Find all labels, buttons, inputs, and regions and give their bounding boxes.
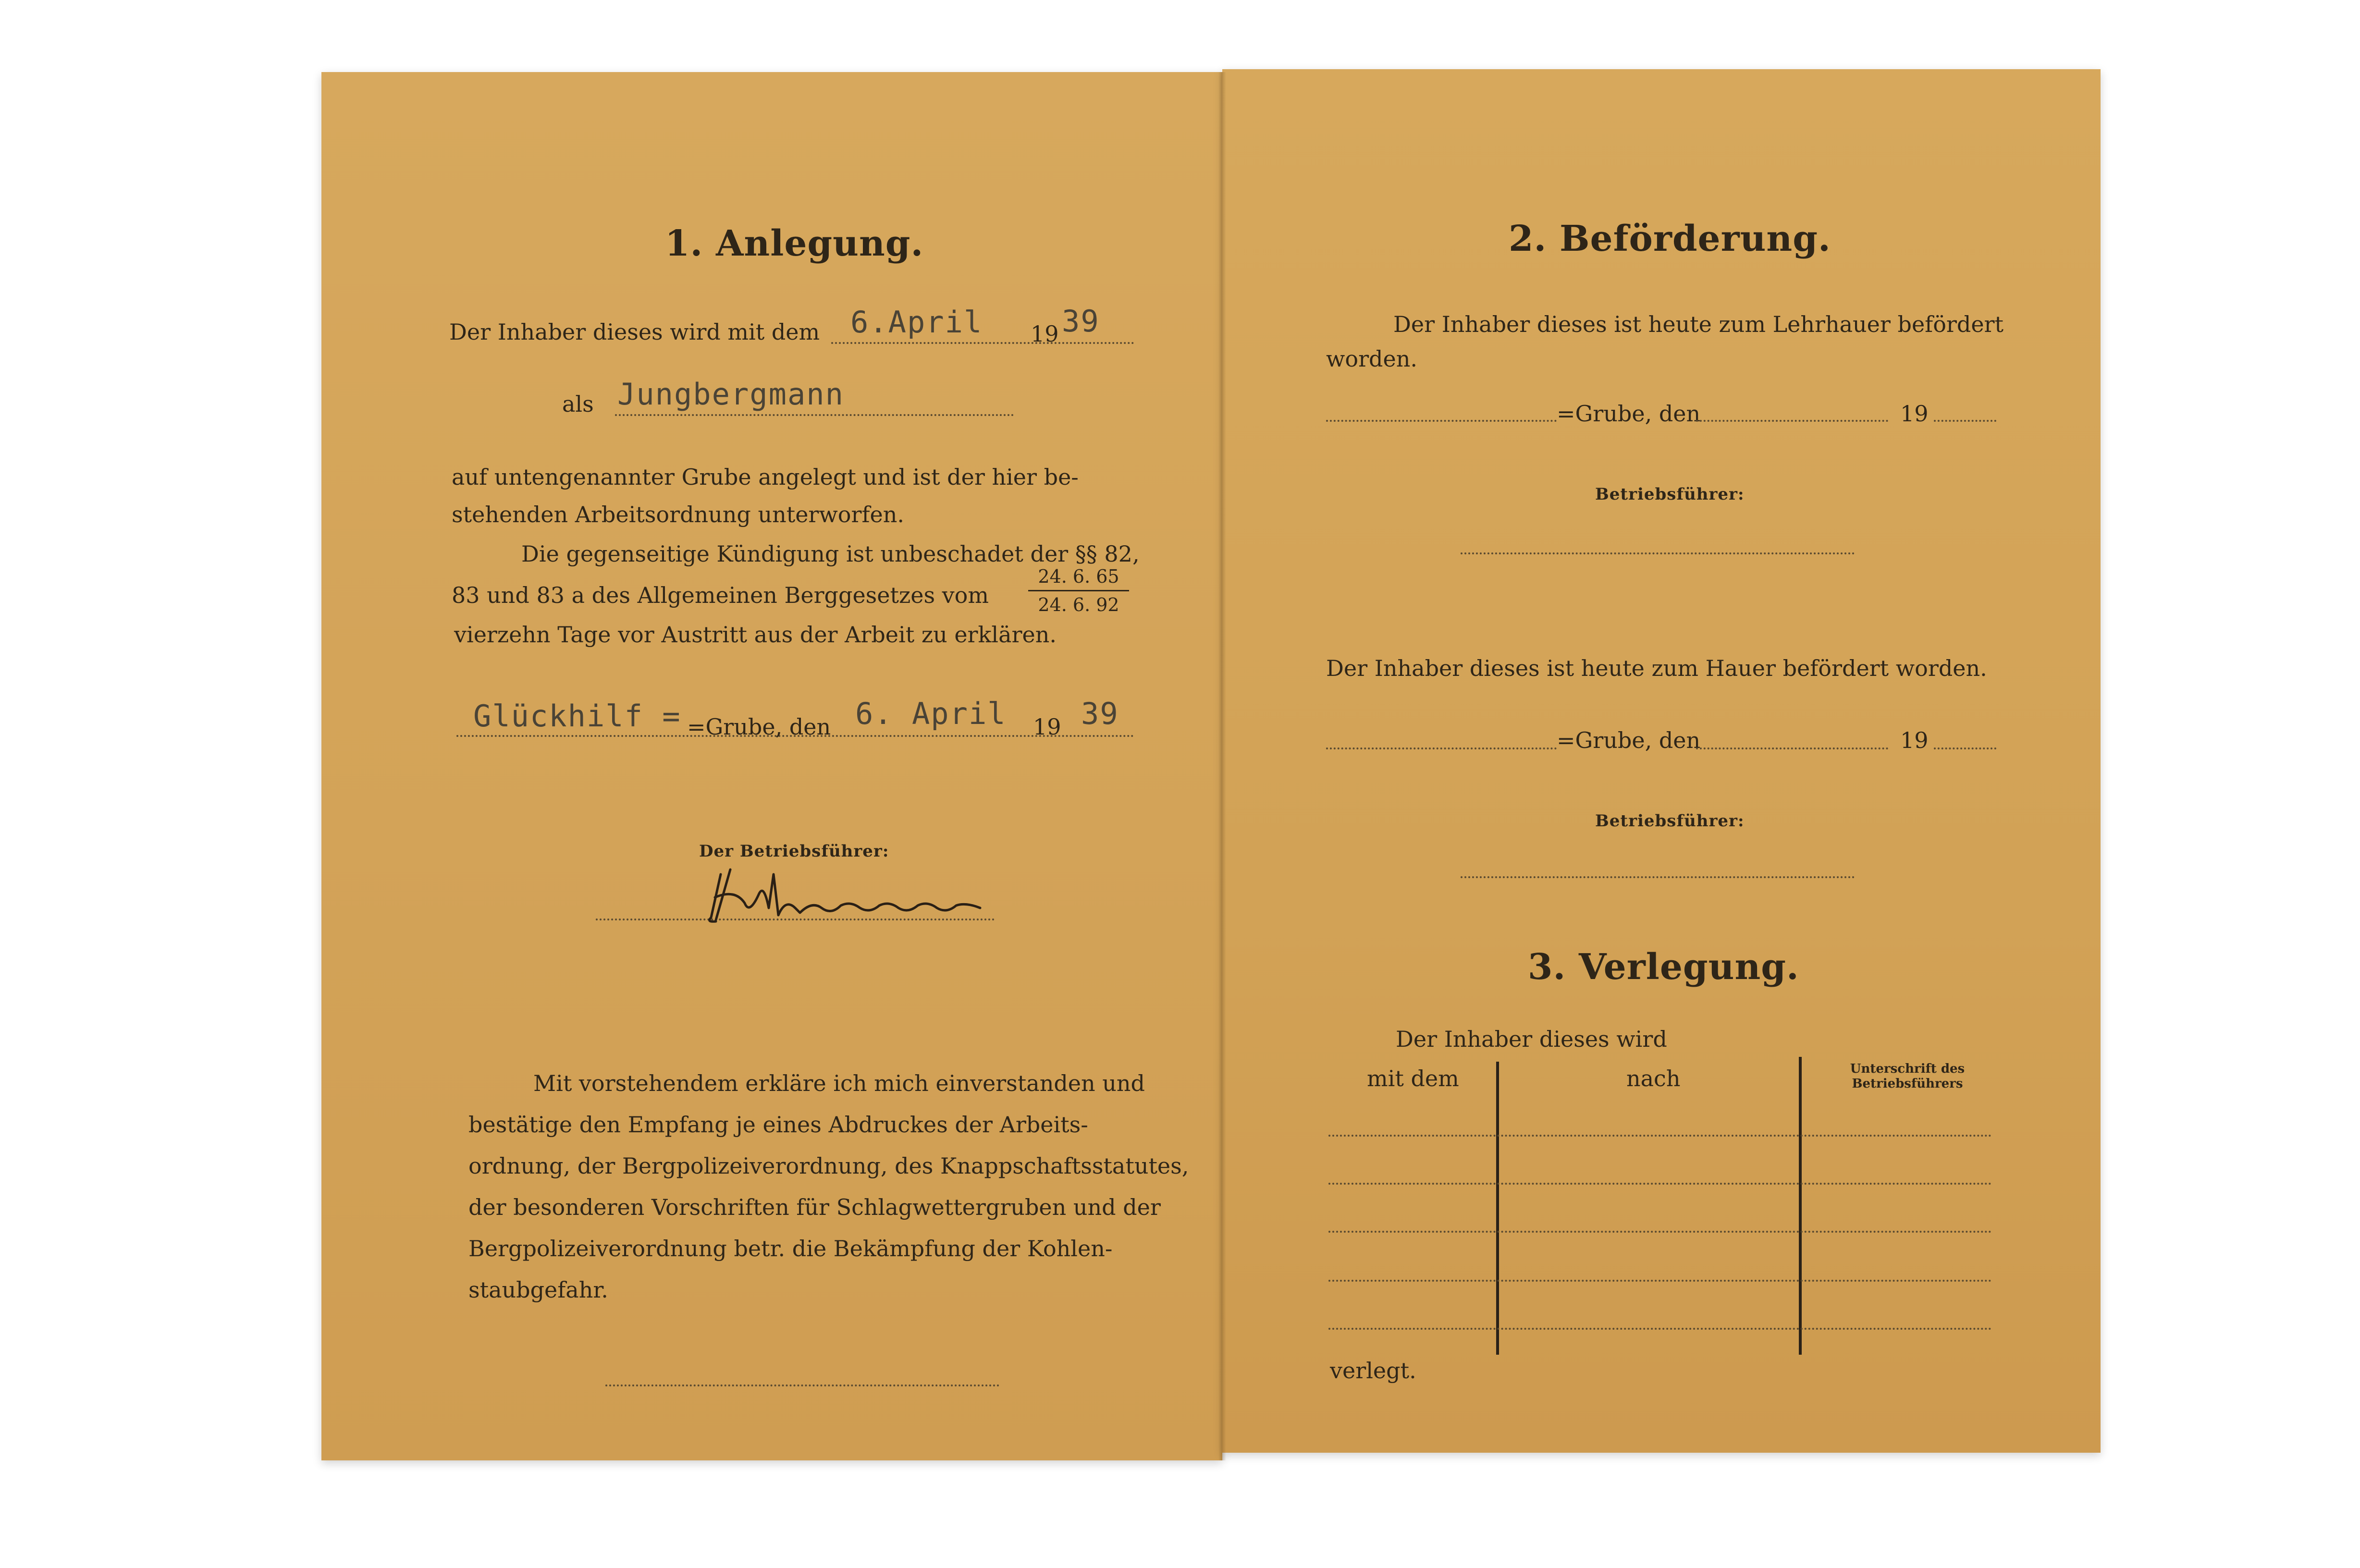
typed-occupation: Jungbergmann	[617, 377, 844, 412]
dotted-line	[1326, 420, 1557, 422]
law-dates-fraction	[1028, 566, 1129, 615]
dotted-line	[831, 342, 1134, 344]
dotted-line	[1696, 420, 1888, 422]
typed-grube-year: 39	[1081, 696, 1119, 731]
frac-top: 24. 6. 65	[1038, 566, 1119, 587]
para3-line1: Mit vorstehendem erkläre ich mich einverstanden und	[533, 1070, 1145, 1096]
heading-verlegung: 3. Verlegung.	[1528, 946, 1799, 988]
als-label: als	[562, 391, 594, 417]
grube1-label: =Grube, den	[1557, 401, 1701, 427]
para3-line6: staubgefahr.	[468, 1277, 608, 1303]
table-divider-1	[1496, 1062, 1499, 1355]
typed-year: 39	[1062, 304, 1100, 339]
para3-line2: bestätige den Empfang je eines Abdruckes der Arbeits-	[468, 1112, 1088, 1138]
year2-prefix: 19	[1900, 727, 1929, 753]
unterschrift-line1: Unterschrift des	[1850, 1062, 1965, 1076]
page-fold	[1218, 72, 1226, 1460]
dotted-line	[1461, 552, 1855, 554]
typed-mine-name: Glückhilf =	[473, 698, 681, 734]
grube-label: =Grube, den	[687, 714, 831, 740]
para2-line1: Die gegenseitige Kündigung ist unbeschadet der §§ 82,	[521, 541, 1140, 567]
column-mit-dem: mit dem	[1367, 1066, 1459, 1091]
betriebsfuehrer2-label: Betriebsführer:	[1595, 811, 1745, 831]
column-unterschrift	[1835, 1062, 1979, 1091]
dotted-line	[1934, 420, 1996, 422]
betriebsfuehrer-label: Der Betriebsführer:	[699, 842, 889, 861]
typed-grube-date: 6. April	[855, 696, 1007, 731]
lehrhauer-line1: Der Inhaber dieses ist heute zum Lehrhauer befördert	[1393, 311, 2004, 337]
para3-line5: Bergpolizeiverordnung betr. die Bekämpfung der Kohlen-	[468, 1236, 1113, 1262]
anlegung-line1-prefix: Der Inhaber dieses wird mit dem	[449, 319, 820, 345]
signature-image	[701, 860, 999, 932]
dotted-line	[1934, 747, 1996, 749]
hauer-line: Der Inhaber dieses ist heute zum Hauer befördert worden.	[1326, 655, 1987, 681]
right-page	[1222, 69, 2101, 1453]
para3-line4: der besonderen Vorschriften für Schlagwettergruben und der	[468, 1194, 1161, 1220]
frac-bottom: 24. 6. 92	[1038, 594, 1119, 615]
betriebsfuehrer1-label: Betriebsführer:	[1595, 485, 1745, 504]
para1-line1: auf untengenannter Grube angelegt und ist der hier be-	[452, 464, 1079, 490]
unterschrift-line2: Betriebsführers	[1852, 1077, 1963, 1091]
table-row-line	[1328, 1183, 1991, 1185]
dotted-line	[615, 414, 1014, 416]
table-row-line	[1328, 1231, 1991, 1233]
para2-line2: 83 und 83 a des Allgemeinen Berggesetzes vom	[452, 582, 989, 608]
grube-year-prefix: 19	[1033, 714, 1061, 740]
verlegung-line1: Der Inhaber dieses wird	[1396, 1026, 1667, 1052]
frac-bar	[1028, 590, 1129, 591]
table-row-line	[1328, 1328, 1991, 1330]
dotted-line	[1326, 747, 1557, 749]
dotted-line	[1696, 747, 1888, 749]
heading-anlegung: 1. Anlegung.	[665, 223, 924, 264]
para2-line3: vierzehn Tage vor Austritt aus der Arbeit zu erklären.	[454, 622, 1057, 648]
grube2-label: =Grube, den	[1557, 727, 1701, 753]
year-prefix: 19	[1031, 321, 1059, 347]
heading-befoerderung: 2. Beförderung.	[1509, 218, 1831, 259]
year1-prefix: 19	[1900, 401, 1929, 427]
para1-line2: stehenden Arbeitsordnung unterworfen.	[452, 502, 904, 527]
para3-line3: ordnung, der Bergpolizeiverordnung, des Knappschaftsstatutes,	[468, 1153, 1189, 1179]
table-divider-2	[1799, 1057, 1802, 1355]
verlegt-label: verlegt.	[1330, 1358, 1416, 1384]
typed-date: 6.April	[850, 305, 983, 340]
dotted-line	[1461, 876, 1855, 878]
column-nach: nach	[1626, 1066, 1681, 1091]
signature-dotted-line	[605, 1384, 999, 1386]
table-row-line	[1328, 1280, 1991, 1282]
lehrhauer-line2: worden.	[1326, 346, 1417, 372]
table-row-line	[1328, 1135, 1991, 1137]
